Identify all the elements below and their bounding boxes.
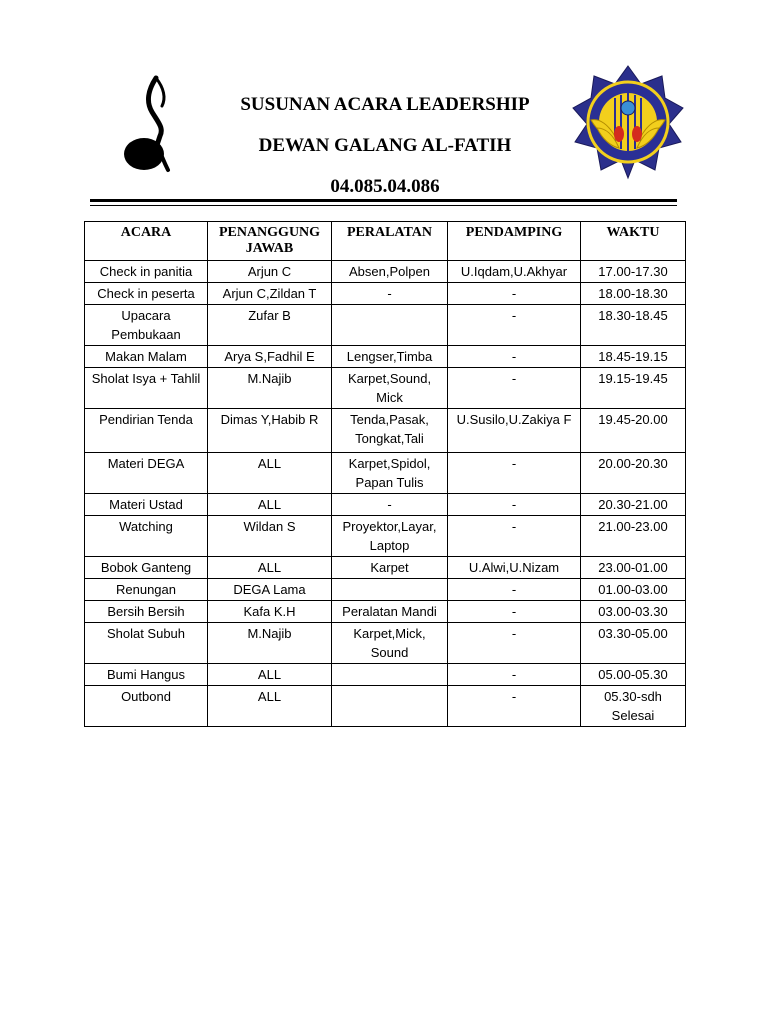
- column-header-penanggung-jawab: PENANGGUNG JAWAB: [208, 222, 332, 261]
- cell-acara: Materi DEGA: [85, 453, 208, 494]
- table-header-row: [85, 222, 686, 261]
- cell-pendamping: -: [448, 579, 581, 601]
- cell-acara: Pendirian Tenda: [85, 409, 208, 453]
- cell-acara: Materi Ustad: [85, 494, 208, 516]
- column-header-pendamping: PENDAMPING: [448, 222, 581, 261]
- cell-peralatan: Karpet: [332, 557, 448, 579]
- table-row: [85, 516, 686, 557]
- cell-peralatan: [332, 664, 448, 686]
- cell-penanggung-jawab: ALL: [208, 686, 332, 727]
- cell-waktu: 19.45-20.00: [581, 409, 686, 453]
- cell-penanggung-jawab: Arjun C: [208, 261, 332, 283]
- column-header-waktu: WAKTU: [581, 222, 686, 261]
- table-row: [85, 664, 686, 686]
- cell-pendamping: -: [448, 623, 581, 664]
- cell-waktu: 18.30-18.45: [581, 305, 686, 346]
- cell-penanggung-jawab: M.Najib: [208, 368, 332, 409]
- cell-penanggung-jawab: ALL: [208, 453, 332, 494]
- cell-peralatan: Peralatan Mandi: [332, 601, 448, 623]
- cell-waktu: 18.45-19.15: [581, 346, 686, 368]
- cell-penanggung-jawab: ALL: [208, 494, 332, 516]
- tunas-kelapa-icon: [108, 70, 188, 180]
- cell-pendamping: -: [448, 368, 581, 409]
- cell-acara: Bumi Hangus: [85, 664, 208, 686]
- table-row: [85, 283, 686, 305]
- cell-pendamping: -: [448, 601, 581, 623]
- cell-penanggung-jawab: Arjun C,Zildan T: [208, 283, 332, 305]
- cell-peralatan: Karpet,Sound, Mick: [332, 368, 448, 409]
- cell-waktu: 05.30-sdh Selesai: [581, 686, 686, 727]
- cell-acara: Check in peserta: [85, 283, 208, 305]
- cell-acara: Makan Malam: [85, 346, 208, 368]
- header-divider-thin: [90, 205, 677, 206]
- cell-penanggung-jawab: Kafa K.H: [208, 601, 332, 623]
- cell-pendamping: U.Susilo,U.Zakiya F: [448, 409, 581, 453]
- cell-acara: Bersih Bersih: [85, 601, 208, 623]
- cell-penanggung-jawab: Arya S,Fadhil E: [208, 346, 332, 368]
- column-header-acara: ACARA: [85, 222, 208, 261]
- cell-pendamping: -: [448, 516, 581, 557]
- table-row: [85, 686, 686, 727]
- cell-penanggung-jawab: ALL: [208, 664, 332, 686]
- cell-waktu: 19.15-19.45: [581, 368, 686, 409]
- cell-pendamping: -: [448, 494, 581, 516]
- cell-waktu: 05.00-05.30: [581, 664, 686, 686]
- cell-penanggung-jawab: ALL: [208, 557, 332, 579]
- cell-waktu: 18.00-18.30: [581, 283, 686, 305]
- cell-peralatan: Proyektor,Layar, Laptop: [332, 516, 448, 557]
- cell-pendamping: -: [448, 346, 581, 368]
- cell-penanggung-jawab: M.Najib: [208, 623, 332, 664]
- table-row: [85, 623, 686, 664]
- table-row: [85, 409, 686, 453]
- cell-pendamping: U.Iqdam,U.Akhyar: [448, 261, 581, 283]
- cell-waktu: 17.00-17.30: [581, 261, 686, 283]
- cell-acara: Sholat Isya + Tahlil: [85, 368, 208, 409]
- column-header-peralatan: PERALATAN: [332, 222, 448, 261]
- cell-peralatan: [332, 579, 448, 601]
- cell-pendamping: -: [448, 305, 581, 346]
- cell-peralatan: Karpet,Spidol, Papan Tulis: [332, 453, 448, 494]
- cell-waktu: 20.30-21.00: [581, 494, 686, 516]
- cell-acara: Outbond: [85, 686, 208, 727]
- document-title-line1: SUSUNAN ACARA LEADERSHIP: [240, 94, 530, 115]
- table-row: [85, 601, 686, 623]
- cell-acara: Check in panitia: [85, 261, 208, 283]
- agenda-table: [84, 221, 686, 727]
- cell-pendamping: -: [448, 453, 581, 494]
- cell-peralatan: [332, 686, 448, 727]
- table-row: [85, 579, 686, 601]
- table-row: [85, 305, 686, 346]
- cell-acara: Bobok Ganteng: [85, 557, 208, 579]
- cell-peralatan: Lengser,Timba: [332, 346, 448, 368]
- cell-peralatan: Tenda,Pasak, Tongkat,Tali: [332, 409, 448, 453]
- table-row: [85, 346, 686, 368]
- cell-pendamping: U.Alwi,U.Nizam: [448, 557, 581, 579]
- table-row: [85, 557, 686, 579]
- cell-peralatan: Absen,Polpen: [332, 261, 448, 283]
- cell-pendamping: -: [448, 686, 581, 727]
- cell-penanggung-jawab: Zufar B: [208, 305, 332, 346]
- cell-waktu: 03.30-05.00: [581, 623, 686, 664]
- cell-peralatan: -: [332, 494, 448, 516]
- cell-peralatan: -: [332, 283, 448, 305]
- cell-waktu: 01.00-03.00: [581, 579, 686, 601]
- table-row: [85, 261, 686, 283]
- document-title-line2: DEWAN GALANG AL-FATIH: [258, 135, 512, 156]
- cell-peralatan: [332, 305, 448, 346]
- document-title-line3: 04.085.04.086: [330, 176, 440, 197]
- cell-acara: Sholat Subuh: [85, 623, 208, 664]
- table-row: [85, 368, 686, 409]
- table-row: [85, 453, 686, 494]
- cell-acara: Watching: [85, 516, 208, 557]
- cell-waktu: 23.00-01.00: [581, 557, 686, 579]
- cell-waktu: 21.00-23.00: [581, 516, 686, 557]
- cell-penanggung-jawab: Wildan S: [208, 516, 332, 557]
- cell-waktu: 03.00-03.30: [581, 601, 686, 623]
- cell-penanggung-jawab: Dimas Y,Habib R: [208, 409, 332, 453]
- cell-peralatan: Karpet,Mick, Sound: [332, 623, 448, 664]
- cell-penanggung-jawab: DEGA Lama: [208, 579, 332, 601]
- header-divider: [90, 199, 677, 202]
- cell-pendamping: -: [448, 664, 581, 686]
- table-row: [85, 494, 686, 516]
- cell-waktu: 20.00-20.30: [581, 453, 686, 494]
- cell-acara: Upacara Pembukaan: [85, 305, 208, 346]
- gudep-emblem-icon: [569, 62, 687, 182]
- cell-pendamping: -: [448, 283, 581, 305]
- cell-acara: Renungan: [85, 579, 208, 601]
